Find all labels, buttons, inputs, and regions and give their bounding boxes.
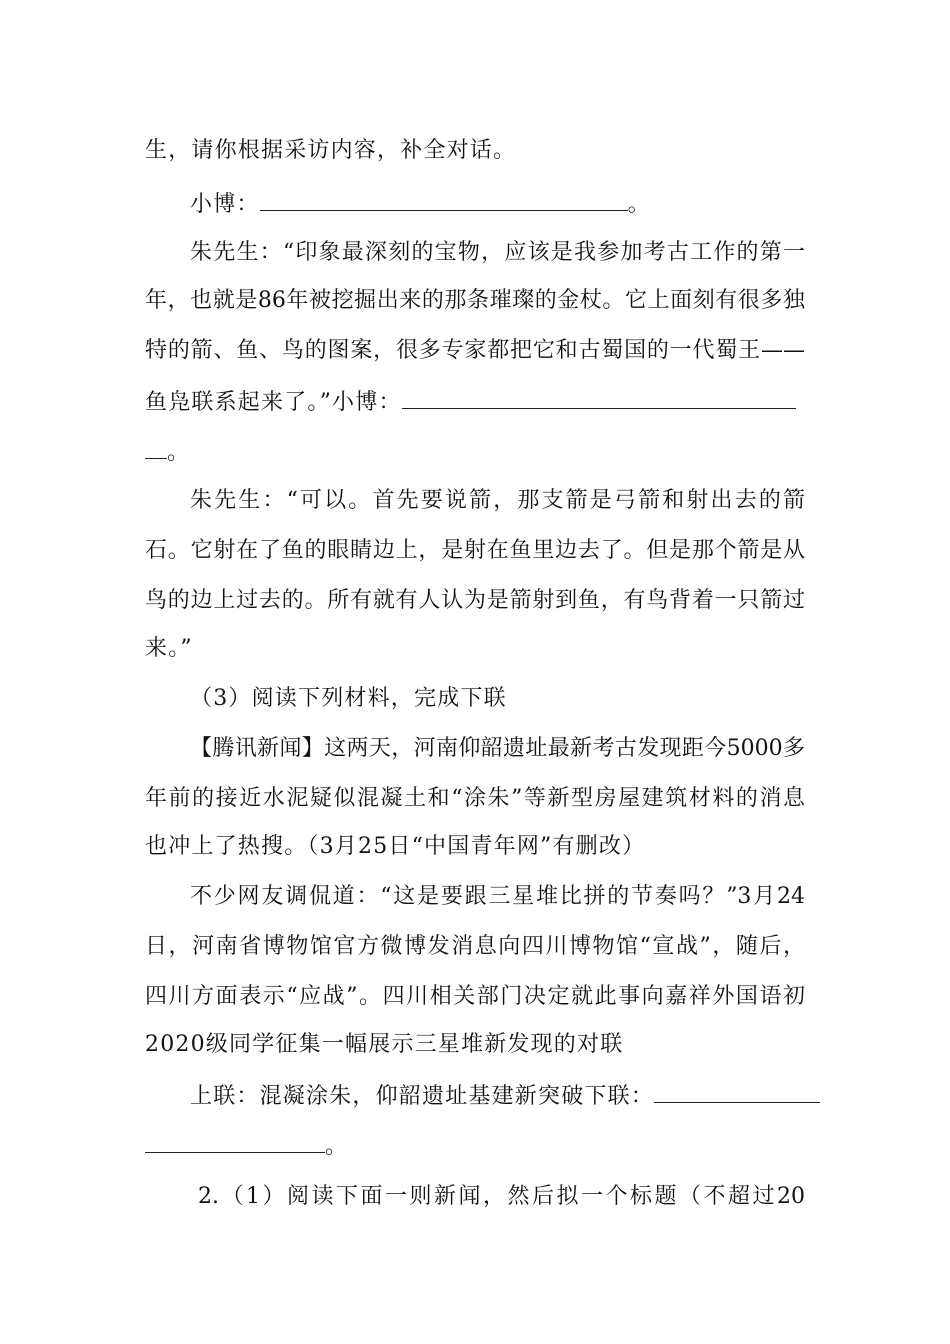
answer-blank[interactable] [260, 188, 628, 211]
text-line: 石。它射在了鱼的眼睛边上，是射在鱼里边去了。但是那个箭是从 [145, 538, 805, 563]
text-line: 特的箭、鱼、鸟的图案，很多专家都把它和古蜀国的一代蜀王—— [145, 338, 805, 363]
text-line: 【腾讯新闻】这两天，河南仰韶遗址最新考古发现距今5000多 [190, 736, 805, 761]
question-heading: （3）阅读下列材料，完成下联 [190, 686, 507, 711]
text-line: 不少网友调侃道：“这是要跟三星堆比拼的节奏吗？”3月24 [190, 884, 805, 909]
text-line: 年前的接近水泥疑似混凝土和“涂朱”等新型房屋建筑材料的消息 [145, 786, 805, 811]
answer-blank[interactable] [654, 1080, 820, 1103]
text-line: 年，也就是86年被挖掘出来的那条璀璨的金杖。它上面刻有很多独 [145, 288, 805, 313]
text-line: 2020级同学征集一幅展示三星堆新发现的对联 [145, 1032, 624, 1057]
text-segment: 上联：混凝涂朱，仰韶遗址基建新突破下联： [190, 1084, 655, 1109]
question-heading: 2.（1）阅读下面一则新闻，然后拟一个标题（不超过20 [198, 1184, 805, 1209]
text-line: 四川方面表示“应战”。四川相关部门决定就此事向嘉祥外国语初 [145, 984, 805, 1009]
blank-continuation [145, 436, 805, 468]
text-line: 也冲上了热搜。（3月25日“中国青年网”有删改） [145, 834, 646, 859]
text-line: 鸟的边上过去的。所有就有人认为是箭射到鱼，有鸟背着一只箭过 [145, 588, 805, 613]
blank-continuation [145, 1130, 805, 1162]
couplet-line [190, 1080, 805, 1112]
dialogue-line-xiaobo-1 [190, 188, 805, 220]
speaker-label: 小博： [190, 192, 260, 217]
answer-blank[interactable] [145, 436, 167, 459]
answer-blank[interactable] [402, 386, 796, 409]
punctuation: 。 [167, 440, 191, 465]
punctuation: 。 [627, 192, 651, 217]
punctuation: 。 [325, 1134, 349, 1159]
text-line: 朱先生：“可以。首先要说箭，那支箭是弓箭和射出去的箭 [190, 488, 805, 513]
text-segment: 鱼凫联系起来了。”小博： [145, 390, 402, 415]
text-line: 朱先生：“印象最深刻的宝物，应该是我参加考古工作的第一 [190, 240, 805, 265]
text-line: 日，河南省博物馆官方微博发消息向四川博物馆“宣战”，随后， [145, 934, 805, 959]
text-line: 来。” [145, 636, 193, 661]
dialogue-line-xiaobo-2 [145, 386, 805, 418]
answer-blank[interactable] [145, 1130, 325, 1153]
text-line: 生，请你根据采访内容，补全对话。 [145, 138, 517, 163]
